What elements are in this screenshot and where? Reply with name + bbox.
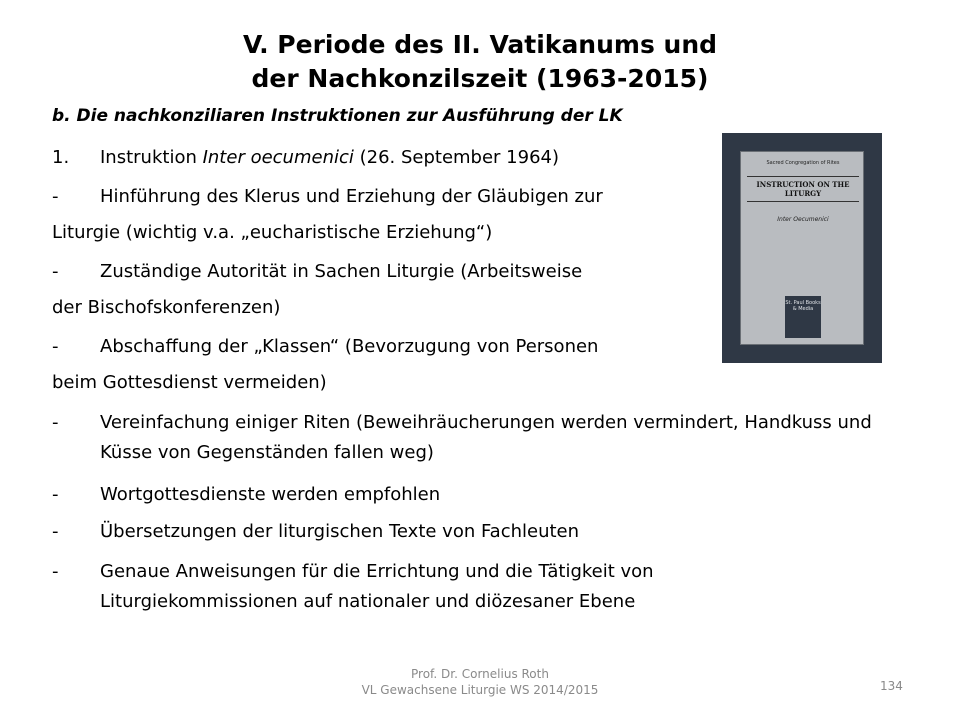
section-subtitle: b. Die nachkonziliaren Instruktionen zur Ausführung der LK bbox=[52, 106, 623, 126]
book-cover-image bbox=[722, 133, 882, 363]
title-line-2: der Nachkonzilszeit (1963-2015) bbox=[251, 64, 709, 93]
bullet-text: Hinführung des Klerus und Erziehung der Gläubigen zur bbox=[100, 186, 603, 207]
bullet-text: Wortgottesdienste werden empfohlen bbox=[100, 484, 441, 505]
title-line-1: V. Periode des II. Vatikanums und bbox=[242, 30, 718, 59]
footer-course: VL Gewachsene Liturgie WS 2014/2015 bbox=[361, 683, 599, 697]
bullet-item bbox=[52, 557, 812, 617]
page-number: 134 bbox=[880, 679, 903, 693]
bullet-text: Vereinfachung einiger Riten (Beweihräucherungen werden vermindert, Handkuss und Küsse von Gegenständen fallen weg) bbox=[100, 412, 872, 463]
item-text-rest: (26. September 1964) bbox=[353, 147, 560, 168]
footer-author: Prof. Dr. Cornelius Roth bbox=[411, 667, 549, 681]
book-title: INSTRUCTION ON THE LITURGY bbox=[747, 176, 859, 202]
bullet-text: Zuständige Autorität in Sachen Liturgie (Arbeitsweise bbox=[100, 261, 583, 282]
bullet-marker: - bbox=[52, 484, 59, 505]
bullet-text: Übersetzungen der liturgischen Texte von Fachleuten bbox=[100, 521, 580, 542]
bullet-text: Genaue Anweisungen für die Errichtung und die Tätigkeit von Liturgiekommissionen auf nationaler und diözesaner Ebene bbox=[100, 561, 654, 612]
slide-title bbox=[120, 28, 840, 96]
footer bbox=[300, 666, 660, 698]
bullet-marker: - bbox=[52, 336, 59, 357]
bullet-continuation: Liturgie (wichtig v.a. „eucharistische Erziehung“) bbox=[52, 222, 493, 243]
item-text-plain: Instruktion bbox=[100, 147, 203, 168]
bullet-marker: - bbox=[52, 561, 59, 582]
bullet-item bbox=[52, 408, 902, 468]
book-subtitle: Inter Oecumenici bbox=[777, 216, 829, 223]
bullet-marker: - bbox=[52, 186, 59, 207]
item-text-italic: Inter oecumenici bbox=[202, 147, 354, 168]
bullet-marker: - bbox=[52, 412, 59, 433]
bullet-text: Abschaffung der „Klassen“ (Bevorzugung von Personen bbox=[100, 336, 599, 357]
bullet-marker: - bbox=[52, 521, 59, 542]
bullet-continuation: beim Gottesdienst vermeiden) bbox=[52, 372, 327, 393]
bullet-continuation: der Bischofskonferenzen) bbox=[52, 297, 281, 318]
item-number: 1. bbox=[52, 147, 70, 168]
book-publisher-top: Sacred Congregation of Rites bbox=[766, 160, 840, 166]
publisher-logo: St. Paul Books & Media bbox=[785, 296, 821, 338]
book-cover-panel bbox=[740, 151, 864, 345]
item-text bbox=[100, 142, 559, 174]
bullet-marker: - bbox=[52, 261, 59, 282]
